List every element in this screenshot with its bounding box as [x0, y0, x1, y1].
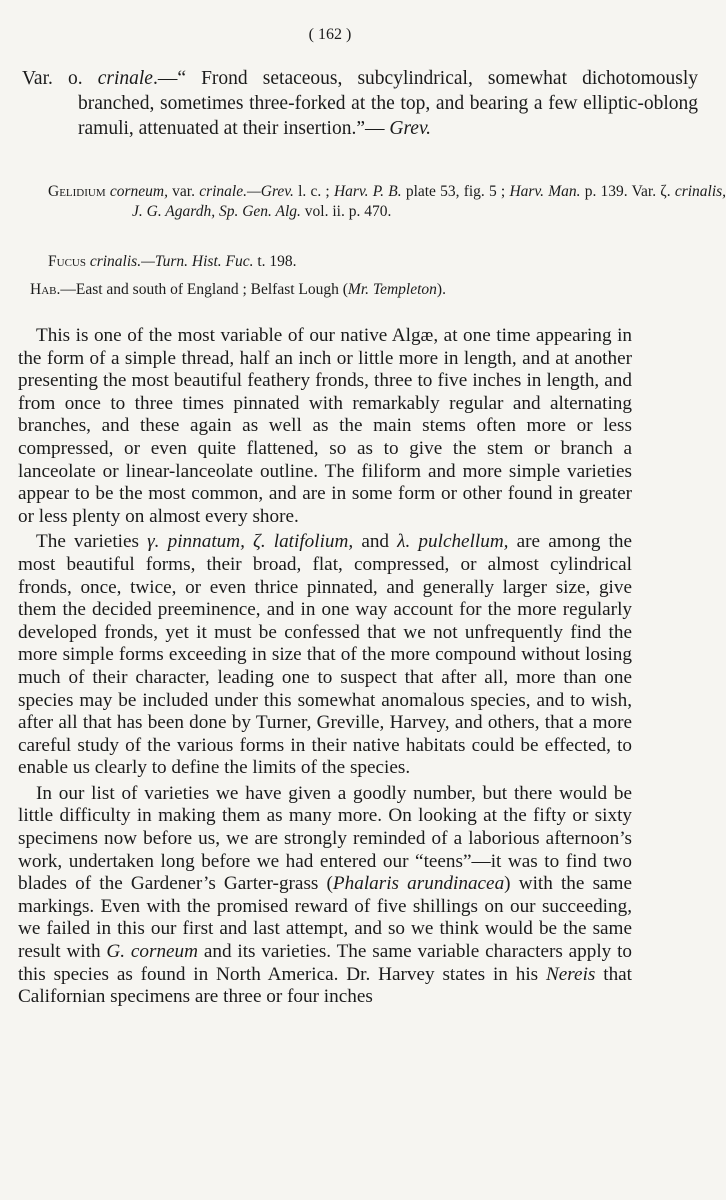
paragraph-3: In our list of varieties we have given a goodly number, but there would be little difficulty in making them as many more. On looking at the fifty or sixty specimens now before us, we are strongly reminded of a laborious afternoon’s work, undertaken long before we had entered our “teens”—it was to find two blades of the Gardener’s Garter-grass (Phalaris arundinacea) with the same markings. Even with the promised reward of five shillings on our succeeding, we failed in this our first and last attempt, and so we think would be the same result with G. corneum and its varieties. The same variable characters apply to this species as found in North America. Dr. Harvey states in his Nereis that Californian specimens are three or four inches	[18, 782, 633, 1008]
variety-authority: Grev.	[389, 118, 432, 139]
habitat-label: Hab.	[30, 281, 61, 298]
variety-name: crinale	[97, 68, 153, 89]
synonym-genus: Gelidium	[48, 183, 106, 200]
variety-entry	[22, 66, 698, 141]
page-number: ( 162 )	[308, 26, 352, 43]
synonym-reference-fucus: Fucus crinalis.—Turn. Hist. Fuc. t. 198.	[48, 253, 297, 270]
variety-description: .—“ Frond setaceous, subcylindrical, somewhat dichotomously branched, sometimes three-forked at the top, and bearing a few elliptic-oblong ramuli, attenuated at their insertion.”—	[78, 68, 698, 139]
body-text	[18, 325, 632, 1012]
paragraph-2: The varieties γ. pinnatum, ζ. latifolium, and λ. pulchellum, are among the most beautiful forms, their broad, flat, compressed, or almost cylindrical fronds, once, twice, or even thrice pinnated, and generally larger size, give them the decided preeminence, and in one way account for the more regularly developed fronds, yet it must be confessed that we not unfrequently find the more simple forms exceeding in size that of the more compound without losing much of their character, leading one to suspect that after all, more than one species may be included under this somewhat anomalous species, and to wish, after all that has been done by Turner, Greville, Harvey, and others, that a more careful study of the various forms in their native habitats could be effected, to enable us clearly to define the limits of the species.	[18, 531, 632, 779]
synonym-reference-gelidium: Gelidium corneum, var. crinale.—Grev. l. c. ; Harv. P. B. plate 53, fig. 5 ; Harv. Man. p. 139. Var. ζ. crinalis, J. G. Agardh, Sp. Gen. Alg. vol. ii. p. 470.	[48, 183, 726, 220]
habitat-line: Hab.—East and south of England ; Belfast Lough (Mr. Templeton).	[30, 281, 446, 298]
variety-head: Var. ο.	[22, 68, 83, 89]
synonym-genus: Fucus	[48, 253, 86, 270]
paragraph-1: This is one of the most variable of our native Algæ, at one time appearing in the form of a simple thread, half an inch or little more in length, and at another presenting the most beautiful feathery fronds, three to five inches in length, and from once to three times pinnated with remarkably regular and alternating branches, and these again as well as the main stems often more or less compressed, or even quite flattened, so as to give the stem or branch a lanceolate or linear-lanceolate outline. The filiform and more simple varieties appear to be the most common, and are in some form or other found in greater or less plenty on almost every shore.	[18, 325, 632, 527]
habitat-person: Mr. Templeton	[347, 281, 437, 298]
